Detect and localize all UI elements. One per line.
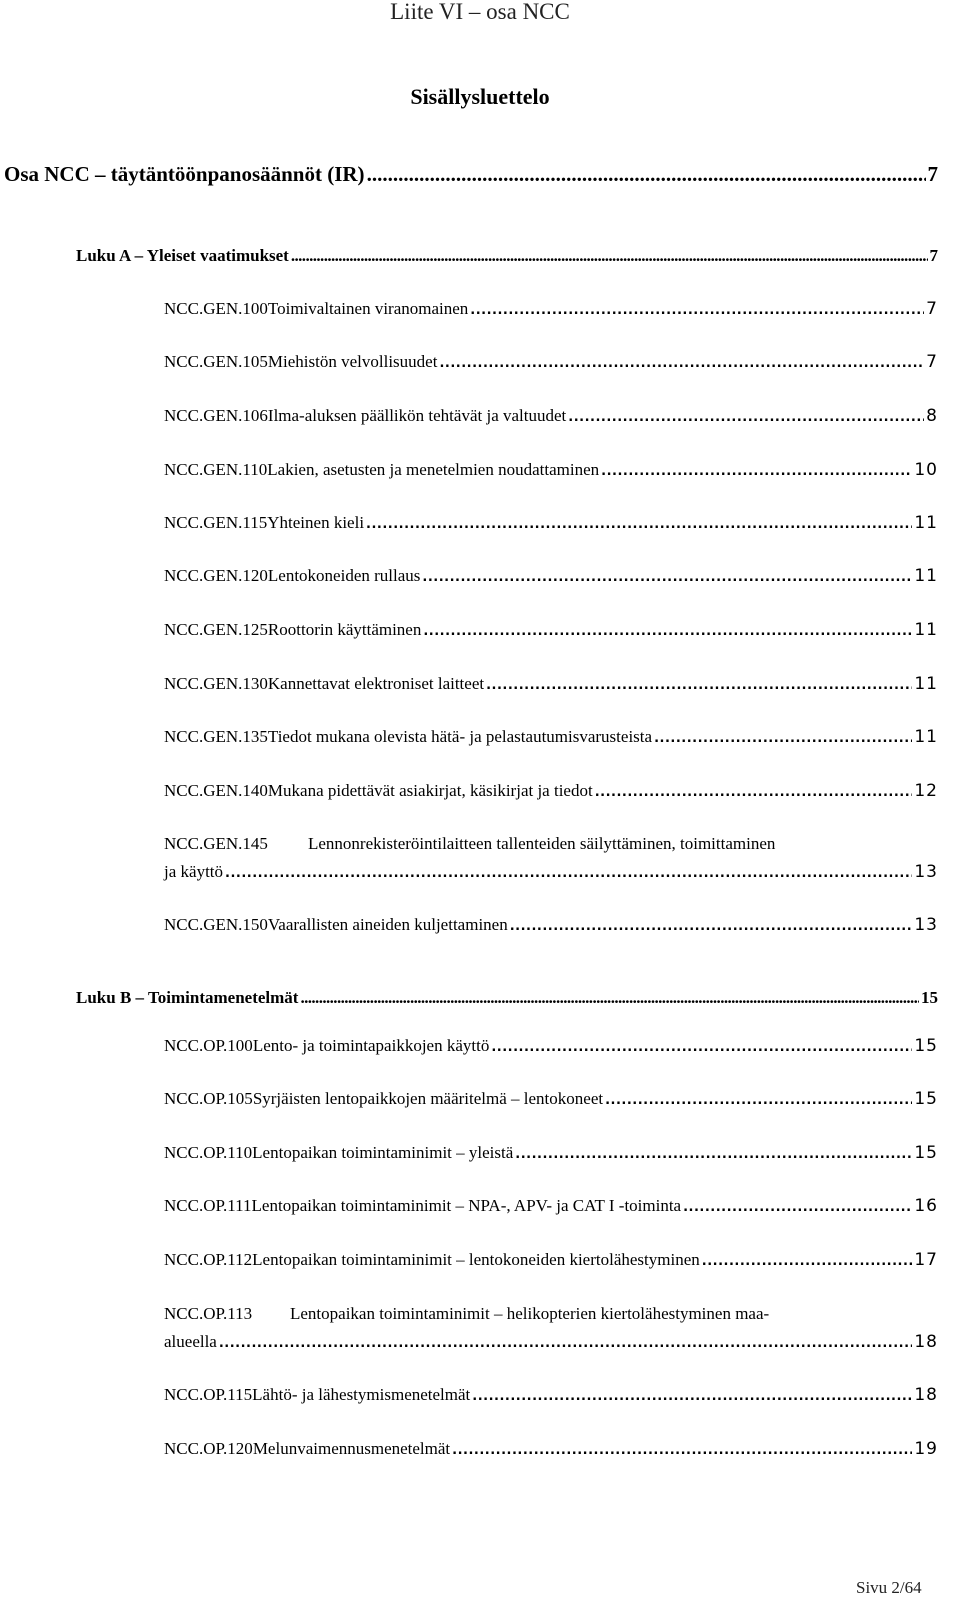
toc-page-number: 15 <box>921 988 938 1007</box>
toc-page-number: 7 <box>926 352 938 372</box>
dot-leader <box>423 620 912 640</box>
toc-part[interactable] <box>4 162 938 187</box>
toc-entry[interactable] <box>164 566 938 586</box>
toc-entry-code: NCC.GEN.145 <box>164 834 268 853</box>
toc-page-number: 7 <box>929 246 938 265</box>
toc-page-number: 13 <box>914 915 938 935</box>
toc-entry-label: Melunvaimennusmenetelmät <box>252 1439 451 1458</box>
toc-entry-code: NCC.GEN.140 <box>164 781 268 800</box>
toc-entry-code: NCC.GEN.150 <box>164 915 268 934</box>
toc-entry-label: Lakien, asetusten ja menetelmien noudattaminen <box>267 460 600 479</box>
dot-leader <box>452 1439 912 1459</box>
toc-entry[interactable] <box>164 1089 938 1109</box>
dot-leader <box>366 513 912 533</box>
toc-entry-code: NCC.GEN.105 <box>164 352 268 371</box>
toc-entry-label: Tiedot mukana olevista hätä- ja pelastautumisvarusteista <box>267 727 653 746</box>
toc-page-number: 15 <box>914 1143 938 1163</box>
dot-leader <box>422 566 912 586</box>
toc-page-number: 13 <box>914 862 938 882</box>
toc-entry-code: NCC.OP.111 <box>164 1196 252 1215</box>
toc-entry[interactable] <box>164 620 938 640</box>
dot-leader <box>683 1196 912 1216</box>
toc-entry-code: NCC.GEN.130 <box>164 674 268 693</box>
dot-leader <box>219 1332 913 1352</box>
toc-entry-label: Vaarallisten aineiden kuljettaminen <box>267 915 508 934</box>
dot-leader <box>225 862 912 882</box>
toc-entry[interactable] <box>164 406 938 426</box>
toc-entry-label: Lentopaikan toimintaminimit – lentokoneiden kiertolähestyminen <box>252 1250 700 1269</box>
toc-page-number: 12 <box>914 781 938 801</box>
toc-entry-label: Lennonrekisteröintilaitteen tallenteiden säilyttäminen, toimittaminen <box>308 834 776 853</box>
page-header: Liite VI – osa NCC <box>390 0 570 24</box>
toc-entry-label: Roottorin käyttäminen <box>267 620 422 639</box>
toc-entry[interactable] <box>164 1036 938 1056</box>
page-footer: Sivu 2/64 <box>856 1578 922 1597</box>
toc-entry-code: NCC.OP.105 <box>164 1089 253 1108</box>
toc-entry-code: NCC.OP.112 <box>164 1250 253 1269</box>
dot-leader <box>568 406 924 426</box>
toc-page-number: 15 <box>914 1089 938 1109</box>
dot-leader <box>515 1143 912 1163</box>
toc-entry-code: NCC.GEN.125 <box>164 620 268 639</box>
dot-leader <box>472 1385 912 1405</box>
toc-entry-label: Ilma-aluksen päällikön tehtävät ja valtuudet <box>267 406 567 425</box>
toc-entry-label: Lentopaikan toimintaminimit – NPA-, APV- ja CAT I -toiminta <box>251 1196 682 1215</box>
toc-entry-line1[interactable] <box>164 1304 769 1324</box>
dot-leader <box>291 246 928 266</box>
toc-entry-code: NCC.GEN.110 <box>164 460 268 479</box>
toc-page-number: 17 <box>914 1250 938 1270</box>
toc-chapter-label: Luku B – Toimintamenetelmät <box>76 988 299 1007</box>
toc-entry-code: NCC.OP.120 <box>164 1439 253 1458</box>
toc-entry-label: Lentopaikan toimintaminimit – helikopterien kiertolähestyminen maa- <box>290 1304 770 1323</box>
toc-page-number: 11 <box>914 513 938 533</box>
toc-entry-code: NCC.OP.100 <box>164 1036 253 1055</box>
toc-entry-label: Kannettavat elektroniset laitteet <box>267 674 485 693</box>
dot-leader <box>491 1036 912 1056</box>
toc-entry-line1[interactable] <box>164 834 775 854</box>
toc-page-number: 19 <box>914 1439 938 1459</box>
toc-page-number: 11 <box>914 674 938 694</box>
toc-chapter-b[interactable] <box>76 988 938 1008</box>
toc-page-number: 18 <box>914 1332 938 1352</box>
toc-chapter-a[interactable] <box>76 246 938 266</box>
toc-page-number: 11 <box>914 566 938 586</box>
dot-leader <box>654 727 912 747</box>
dot-leader <box>605 1089 912 1109</box>
toc-page-number: 8 <box>926 406 938 426</box>
toc-entry-label: Lähtö- ja lähestymismenetelmät <box>252 1385 471 1404</box>
toc-entry-label: Lentokoneiden rullaus <box>267 566 421 585</box>
toc-entry[interactable] <box>164 1196 938 1216</box>
toc-entry-code: NCC.GEN.115 <box>164 513 268 532</box>
toc-page-number: 18 <box>914 1385 938 1405</box>
dot-leader <box>439 352 924 372</box>
dot-leader <box>595 781 913 801</box>
toc-entry-label: ja käyttö <box>164 862 224 881</box>
toc-page-number: 16 <box>914 1196 938 1216</box>
toc-entry-line2[interactable] <box>164 1332 938 1352</box>
toc-entry-code: NCC.OP.115 <box>164 1385 253 1404</box>
toc-entry-code: NCC.GEN.100 <box>164 299 268 318</box>
dot-leader <box>470 299 924 319</box>
toc-entry-code: NCC.OP.113 <box>164 1304 253 1323</box>
toc-entry-label: Syrjäisten lentopaikkojen määritelmä – lentokoneet <box>252 1089 604 1108</box>
dot-leader <box>486 674 912 694</box>
dot-leader <box>510 915 913 935</box>
toc-entry-label: Miehistön velvollisuudet <box>267 352 438 371</box>
toc-chapter-label: Luku A – Yleiset vaatimukset <box>76 246 289 265</box>
dot-leader <box>702 1250 913 1270</box>
toc-entry-label: alueella <box>164 1332 217 1351</box>
toc-entry-label: Toimivaltainen viranomainen <box>267 299 469 318</box>
toc-entry-code: NCC.GEN.135 <box>164 727 268 746</box>
toc-entry-label: Mukana pidettävät asiakirjat, käsikirjat ja tiedot <box>267 781 593 800</box>
toc-page-number: 10 <box>914 460 938 480</box>
toc-entry-line2[interactable] <box>164 862 938 882</box>
toc-entry[interactable] <box>164 1143 938 1163</box>
toc-part-label: Osa NCC – täytäntöönpanosäännöt (IR) <box>4 162 365 186</box>
dot-leader <box>300 988 919 1008</box>
toc-entry[interactable] <box>164 915 938 935</box>
toc-entry[interactable] <box>164 352 938 372</box>
toc-entry[interactable] <box>164 1439 938 1459</box>
toc-entry[interactable] <box>164 1250 938 1270</box>
toc-entry[interactable] <box>164 299 938 319</box>
toc-entry[interactable] <box>164 781 938 801</box>
toc-page-number: 11 <box>914 620 938 640</box>
toc-page-number: 11 <box>914 727 938 747</box>
toc-entry-code: NCC.GEN.106 <box>164 406 268 425</box>
toc-entry[interactable] <box>164 727 938 747</box>
toc-entry-code: NCC.GEN.120 <box>164 566 268 585</box>
toc-page-number: 7 <box>927 162 938 186</box>
toc-page-number: 7 <box>926 299 938 319</box>
dot-leader <box>601 460 912 480</box>
dot-leader <box>367 162 926 187</box>
toc-title: Sisällysluettelo <box>410 84 550 109</box>
toc-entry-label: Yhteinen kieli <box>267 513 365 532</box>
toc-entry[interactable] <box>164 1385 938 1405</box>
toc-entry[interactable] <box>164 674 938 694</box>
toc-entry-label: Lentopaikan toimintaminimit – yleistä <box>252 1143 514 1162</box>
toc-entry-label: Lento- ja toimintapaikkojen käyttö <box>252 1036 490 1055</box>
toc-entry-code: NCC.OP.110 <box>164 1143 253 1162</box>
toc-entry[interactable] <box>164 513 938 533</box>
toc-page-number: 15 <box>914 1036 938 1056</box>
toc-entry[interactable] <box>164 460 938 480</box>
